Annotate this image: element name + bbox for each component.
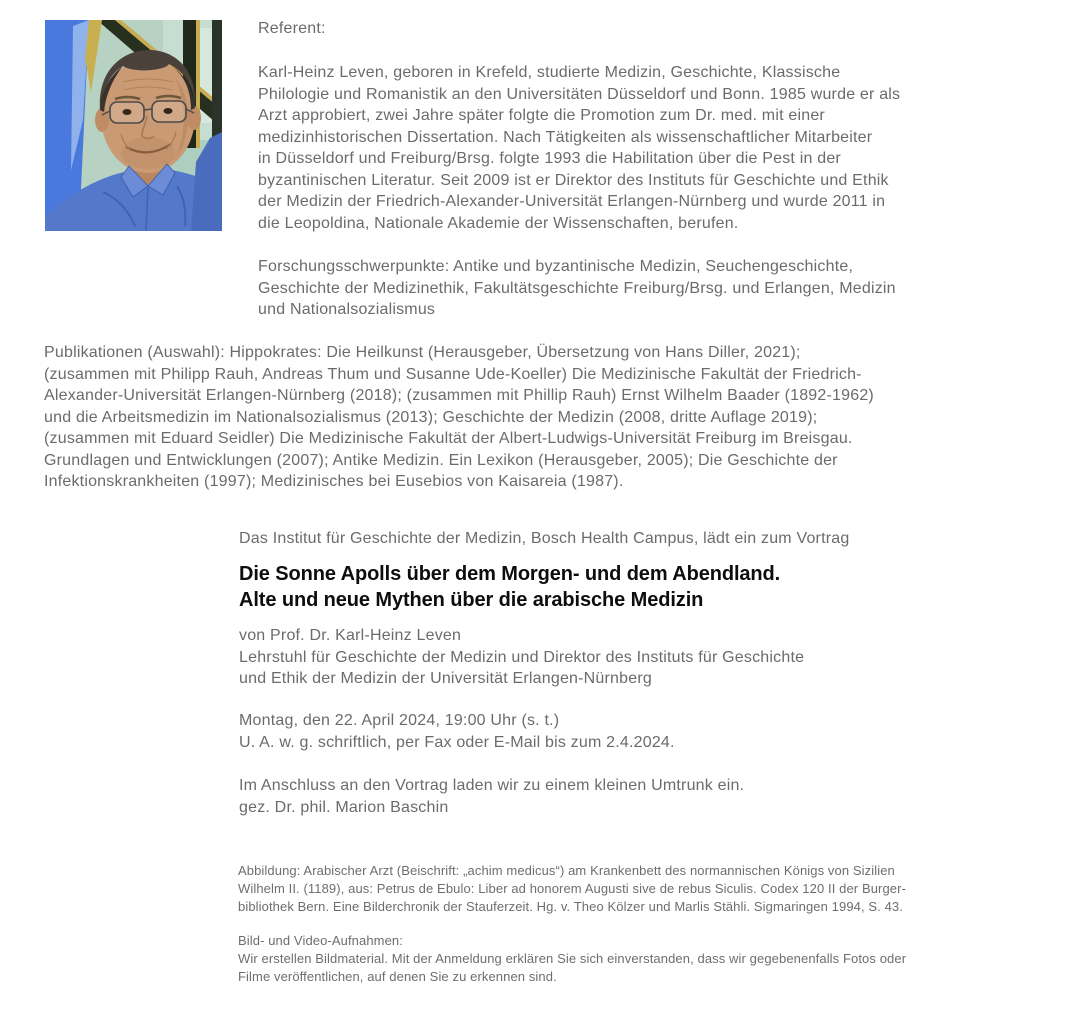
referent-label: Referent: [258,20,326,37]
portrait-illustration [45,20,222,231]
event-date-line: Montag, den 22. April 2024, 19:00 Uhr (s. t.) [239,712,560,729]
image-caption-line: Abbildung: Arabischer Arzt (Beischrift: „achim medicus“) am Krankenbett des normannischen Königs von Sizilien [238,863,895,878]
event-speaker-line: von Prof. Dr. Karl-Heinz Leven [239,627,462,644]
speaker-portrait-photo [45,20,222,231]
research-paragraph [258,256,896,321]
media-notice-line: Wir erstellen Bildmaterial. Mit der Anmeldung erklären Sie sich einverstanden, dass wir gegebenenfalls Fotos oder [238,951,907,966]
media-notice-footnote [238,932,906,986]
publications-line: und die Arbeitsmedizin im Nationalsozialismus (2013); Geschichte der Medizin (2008, dritte Auflage 2019); [44,408,818,426]
event-speaker-line: und Ethik der Medizin der Universität Erlangen-Nürnberg [239,670,652,687]
publications-line: Publikationen (Auswahl): Hippokrates: Die Heilkunst (Herausgeber, Übersetzung von Hans Diller, 2021); [44,344,801,361]
bio-paragraph [258,62,900,234]
bio-line: medizinhistorischen Dissertation. Nach Tätigkeiten als wissenschaftlicher Mitarbeiter [258,128,873,146]
bio-line: der Medizin der Friedrich-Alexander-Universität Erlangen-Nürnberg und wurde 2011 in [258,193,886,210]
publications-line: (zusammen mit Philipp Rauh, Andreas Thum und Susanne Ude-Koeller) Die Medizinische Fakultät der Friedrich- [44,365,862,383]
event-intro: Das Institut für Geschichte der Medizin, Bosch Health Campus, lädt ein zum Vortrag [239,530,850,547]
publications-line: Infektionskrankheiten (1997); Medizinisches bei Eusebios von Kaisareia (1987). [44,473,624,490]
bio-line: Philologie und Romanistik an den Universitäten Düsseldorf und Bonn. 1985 wurde er als [258,85,901,103]
publications-line: Alexander-Universität Erlangen-Nürnberg (2018); (zusammen mit Phillip Rauh) Ernst Wilhelm Baader (1892-1962) [44,387,874,404]
event-date [239,710,675,753]
research-line: Geschichte der Medizinethik, Fakultätsgeschichte Freiburg/Brsg. und Erlangen, Medizin [258,279,896,297]
event-title [239,561,780,613]
bio-line: Karl-Heinz Leven, geboren in Krefeld, studierte Medizin, Geschichte, Klassische [258,64,841,81]
research-line: und Nationalsozialismus [258,301,436,318]
bio-line: byzantinischen Literatur. Seit 2009 ist er Direktor des Instituts für Geschichte und Ethik [258,171,889,189]
event-closing-line: Im Anschluss an den Vortrag laden wir zu einem kleinen Umtrunk ein. [239,777,745,794]
bio-line: in Düsseldorf und Freiburg/Brsg. folgte 1993 die Habilitation über die Pest in der [258,150,841,167]
bio-line: Arzt approbiert, zwei Jahre später folgte die Promotion zum Dr. med. mit einer [258,107,825,124]
publications-line: Grundlagen und Entwicklungen (2007); Antike Medizin. Ein Lexikon (Herausgeber, 2005); Die Geschichte der [44,451,838,469]
event-title-line: Alte und neue Mythen über die arabische Medizin [239,589,704,611]
event-speaker-line: Lehrstuhl für Geschichte der Medizin und Direktor des Instituts für Geschichte [239,648,805,666]
publications-paragraph [44,342,874,493]
publications-line: (zusammen mit Eduard Seidler) Die Medizinische Fakultät der Albert-Ludwigs-Universität Freiburg im Breisgau. [44,430,853,447]
image-caption-footnote [238,862,906,916]
media-notice-heading: Bild- und Video-Aufnahmen: [238,933,403,948]
image-caption-line: bibliothek Bern. Eine Bilderchronik der Stauferzeit. Hg. v. Theo Kölzer und Marlis Stähli. Sigmaringen 1994, S. 43. [238,899,903,914]
image-caption-line: Wilhelm II. (1189), aus: Petrus de Ebulo: Liber ad honorem Augusti sive de rebus Siculis. Codex 120 II der Burger- [238,881,906,896]
research-line: Forschungsschwerpunkte: Antike und byzantinische Medizin, Seuchengeschichte, [258,258,854,275]
event-signature-line: gez. Dr. phil. Marion Baschin [239,798,449,816]
event-speaker [239,625,804,690]
bio-line: die Leopoldina, Nationale Akademie der Wissenschaften, berufen. [258,214,739,232]
event-rsvp-line: U. A. w. g. schriftlich, per Fax oder E-Mail bis zum 2.4.2024. [239,733,675,751]
event-title-line: Die Sonne Apolls über dem Morgen- und dem Abendland. [239,563,781,585]
media-notice-line: Filme veröffentlichen, auf denen Sie zu erkennen sind. [238,969,557,984]
event-closing [239,775,744,818]
